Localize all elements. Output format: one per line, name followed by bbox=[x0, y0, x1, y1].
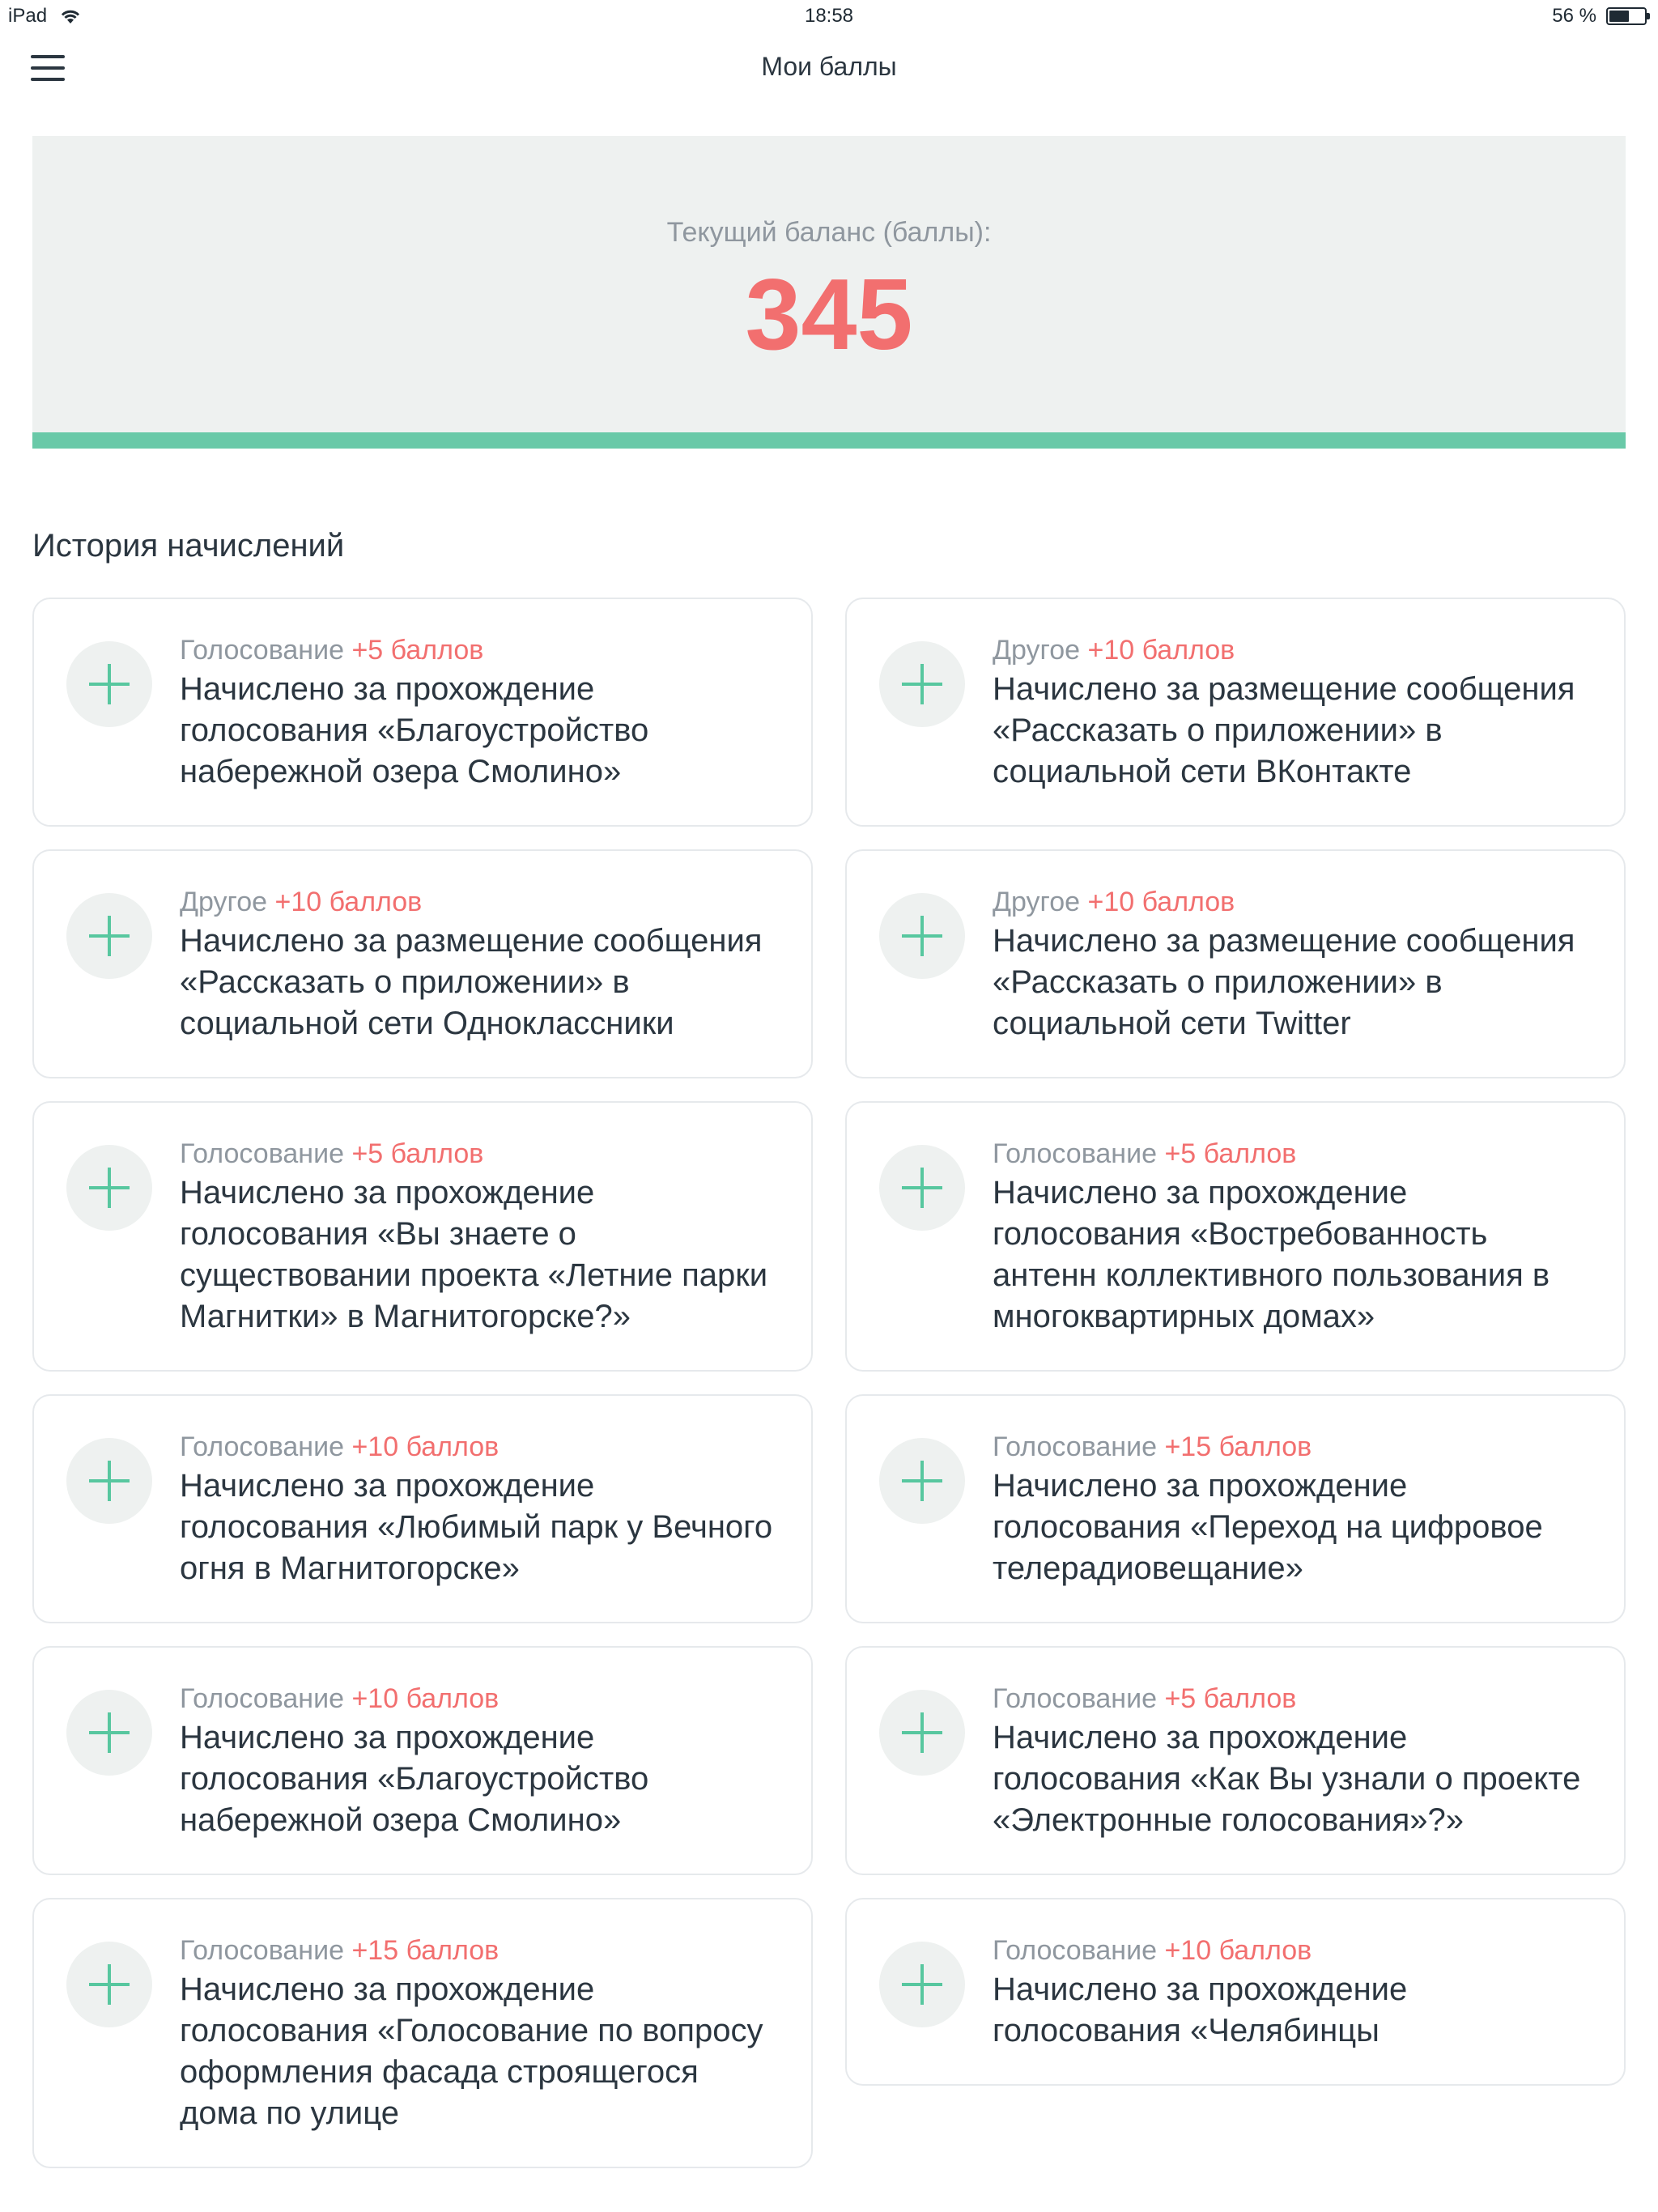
battery-percent: 56 % bbox=[1552, 5, 1596, 27]
card-meta bbox=[180, 1933, 779, 1967]
history-card[interactable] bbox=[845, 1898, 1626, 2086]
card-category: Другое bbox=[993, 635, 1081, 666]
history-card[interactable] bbox=[845, 598, 1626, 827]
card-meta bbox=[180, 885, 779, 919]
card-points: +15 баллов bbox=[1164, 1431, 1312, 1462]
page-title: Мои баллы bbox=[761, 52, 897, 81]
nav-bar bbox=[0, 32, 1658, 105]
card-category: Голосование bbox=[180, 1138, 344, 1169]
card-text: Начислено за размещение сообщения «Рассказать о приложении» в социальной сети ВКонтакте bbox=[993, 671, 1575, 789]
card-text: Начислено за прохождение голосования «Любимый парк у Вечного огня в Магнитогорске» bbox=[180, 1468, 773, 1586]
card-meta bbox=[993, 1137, 1592, 1171]
history-card[interactable] bbox=[845, 849, 1626, 1078]
card-points: +5 баллов bbox=[351, 635, 484, 666]
history-column-left bbox=[32, 598, 813, 2191]
battery-fill bbox=[1609, 11, 1629, 22]
card-category: Голосование bbox=[180, 1935, 344, 1966]
history-card[interactable] bbox=[845, 1646, 1626, 1875]
card-text: Начислено за прохождение голосования «Востребованность антенн коллективного пользования в многоквартирных домах» bbox=[993, 1175, 1550, 1334]
plus-icon bbox=[66, 1690, 152, 1776]
battery-tip bbox=[1647, 13, 1650, 19]
battery-icon bbox=[1606, 7, 1647, 25]
card-meta bbox=[993, 885, 1592, 919]
card-meta bbox=[180, 1430, 779, 1464]
plus-icon bbox=[879, 893, 965, 979]
card-text: Начислено за прохождение голосования «Благоустройство набережной озера Смолино» bbox=[180, 671, 649, 789]
card-category: Другое bbox=[993, 887, 1081, 917]
card-category: Другое bbox=[180, 887, 268, 917]
card-category: Голосование bbox=[180, 635, 344, 666]
card-points: +10 баллов bbox=[351, 1431, 500, 1462]
history-card[interactable] bbox=[845, 1101, 1626, 1372]
history-card[interactable] bbox=[32, 1394, 813, 1623]
balance-accent-bar bbox=[32, 432, 1626, 449]
plus-icon bbox=[879, 1690, 965, 1776]
balance-label: Текущий баланс (баллы): bbox=[666, 217, 992, 248]
card-points: +5 баллов bbox=[1164, 1138, 1297, 1169]
plus-icon bbox=[66, 893, 152, 979]
card-text: Начислено за прохождение голосования «Челябинцы bbox=[993, 1972, 1408, 2048]
card-category: Голосование bbox=[180, 1683, 344, 1714]
plus-icon bbox=[66, 1942, 152, 2027]
plus-icon bbox=[66, 641, 152, 727]
card-category: Голосование bbox=[993, 1683, 1157, 1714]
card-category: Голосование bbox=[993, 1935, 1157, 1966]
status-right bbox=[1552, 5, 1647, 28]
card-meta bbox=[993, 1933, 1592, 1967]
card-points: +10 баллов bbox=[1164, 1935, 1312, 1966]
card-text: Начислено за прохождение голосования «Голосование по вопросу оформления фасада строящегося дома по улице bbox=[180, 1972, 763, 2131]
plus-icon bbox=[879, 1942, 965, 2027]
card-text: Начислено за прохождение голосования «Вы знаете о существовании проекта «Летние парки Магнитки» в Магнитогорске?» bbox=[180, 1175, 768, 1334]
status-bar bbox=[0, 0, 1658, 32]
plus-icon bbox=[879, 641, 965, 727]
card-meta bbox=[993, 1682, 1592, 1716]
card-points: +5 баллов bbox=[351, 1138, 484, 1169]
card-points: +5 баллов bbox=[1164, 1683, 1297, 1714]
device-label: iPad bbox=[8, 5, 48, 27]
balance-value: 345 bbox=[745, 259, 913, 371]
history-card[interactable] bbox=[32, 1898, 813, 2168]
history-card[interactable] bbox=[32, 849, 813, 1078]
status-time: 18:58 bbox=[804, 5, 854, 27]
card-meta bbox=[993, 1430, 1592, 1464]
card-text: Начислено за прохождение голосования «Благоустройство набережной озера Смолино» bbox=[180, 1720, 649, 1838]
card-text: Начислено за прохождение голосования «Как Вы узнали о проекте «Электронные голосования»?» bbox=[993, 1720, 1581, 1838]
card-category: Голосование bbox=[180, 1431, 344, 1462]
plus-icon bbox=[66, 1145, 152, 1231]
card-category: Голосование bbox=[993, 1138, 1157, 1169]
card-meta bbox=[993, 633, 1592, 667]
plus-icon bbox=[879, 1438, 965, 1524]
card-category: Голосование bbox=[993, 1431, 1157, 1462]
balance-card bbox=[32, 136, 1626, 449]
history-card[interactable] bbox=[845, 1394, 1626, 1623]
history-card[interactable] bbox=[32, 1101, 813, 1372]
card-points: +15 баллов bbox=[351, 1935, 500, 1966]
history-card[interactable] bbox=[32, 598, 813, 827]
plus-icon bbox=[879, 1145, 965, 1231]
card-points: +10 баллов bbox=[351, 1683, 500, 1714]
card-text: Начислено за размещение сообщения «Рассказать о приложении» в социальной сети Одноклассники bbox=[180, 923, 763, 1041]
history-card[interactable] bbox=[32, 1646, 813, 1875]
card-points: +10 баллов bbox=[274, 887, 423, 917]
card-text: Начислено за прохождение голосования «Переход на цифровое телерадиовещание» bbox=[993, 1468, 1543, 1586]
card-points: +10 баллов bbox=[1087, 887, 1235, 917]
card-meta bbox=[180, 633, 779, 667]
card-meta bbox=[180, 1137, 779, 1171]
plus-icon bbox=[66, 1438, 152, 1524]
card-text: Начислено за размещение сообщения «Рассказать о приложении» в социальной сети Twitter bbox=[993, 923, 1575, 1041]
card-meta bbox=[180, 1682, 779, 1716]
history-column-right bbox=[845, 598, 1626, 2108]
card-points: +10 баллов bbox=[1087, 635, 1235, 666]
history-title: История начислений bbox=[32, 528, 345, 564]
